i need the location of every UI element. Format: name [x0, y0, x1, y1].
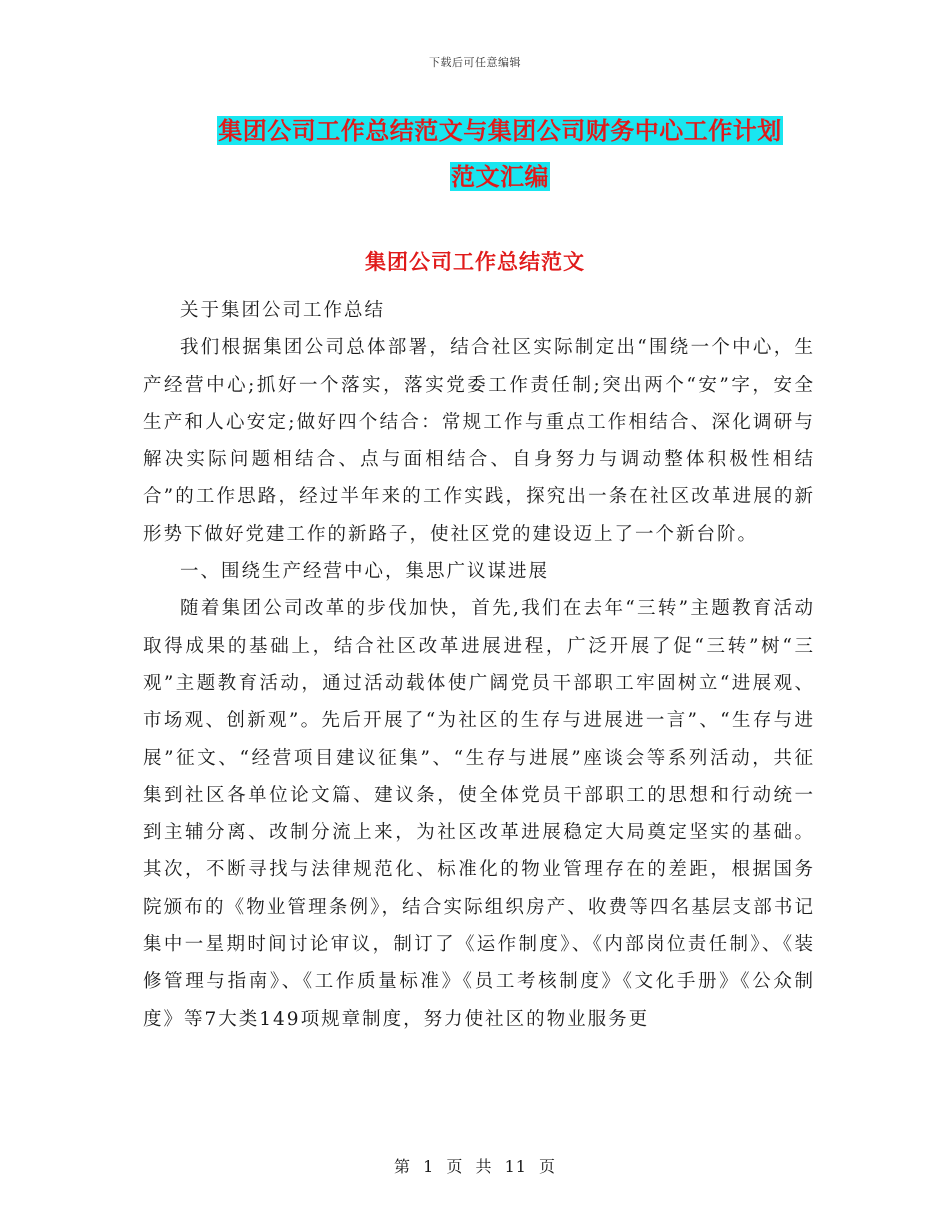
body-content	[143, 292, 815, 1038]
paragraph-heading: 一、围绕生产经营中心，集思广议谋进展	[180, 561, 550, 583]
footer-total-pages: 11	[504, 1157, 527, 1176]
footer-page-word: 页	[446, 1157, 464, 1176]
paragraph-intro: 关于集团公司工作总结	[180, 300, 386, 321]
main-title	[150, 108, 850, 200]
footer-page-number: 1	[423, 1157, 435, 1176]
main-title-line-1	[150, 108, 850, 154]
section-title: 集团公司工作总结范文	[365, 249, 585, 274]
paragraph: 随着集团公司改革的步伐加快，首先,我们在去年“三转”主题教育活动取得成果的基础上，结合社区改革进展进程，广泛开展了促“三转”树“三观”主题教育活动，通过活动载体使广阔党员干部职工牢固树立“进展观、市场观、创新观”。先后开展了“为社区的生存与进展进一言”、“生存与进展”征文、“经营项目建议征集”、“生存与进展”座谈会等系列活动，共征集到社区各单位论文篇、建议条，使全体党员干部职工的思想和行动统一到主辅分离、改制分流上来，为社区改革进展稳定大局奠定坚实的基础。其次，不断寻找与法律规范化、标准化的物业管理存在的差距，根据国务院颁布的《物业管理条例》，结合实际组织房产、收费等四名基层支部书记集中一星期时间讨论审议，制订了《运作制度》、《内部岗位责任制》、《装修管理与指南》、《工作质量标准》《员工考核制度》《文化手册》《公众制度》等7大类149项规章制度，努力使社区的物业服务更	[143, 598, 815, 1030]
main-title-line-2-text: 范文汇编	[451, 162, 549, 191]
page-footer	[0, 1154, 950, 1177]
main-title-line-1-text: 集团公司工作总结范文与集团公司财务中心工作计划	[218, 116, 782, 145]
footer-total-prefix: 共	[475, 1157, 493, 1176]
header-note: 下载后可任意编辑	[429, 56, 521, 69]
paragraph: 我们根据集团公司总体部署，结合社区实际制定出“围绕一个中心，生产经营中心;抓好一个落实，落实党委工作责任制;突出两个“安”字，安全生产和人心安定;做好四个结合：常规工作与重点工作相结合、深化调研与解决实际问题相结合、点与面相结合、自身努力与调动整体积极性相结合”的工作思路，经过半年来的工作实践，探究出一条在社区改革进展的新形势下做好党建工作的新路子，使社区党的建设迈上了一个新台阶。	[143, 337, 815, 545]
footer-prefix: 第	[393, 1157, 411, 1176]
footer-total-suffix: 页	[539, 1157, 557, 1176]
main-title-line-2	[150, 154, 850, 200]
